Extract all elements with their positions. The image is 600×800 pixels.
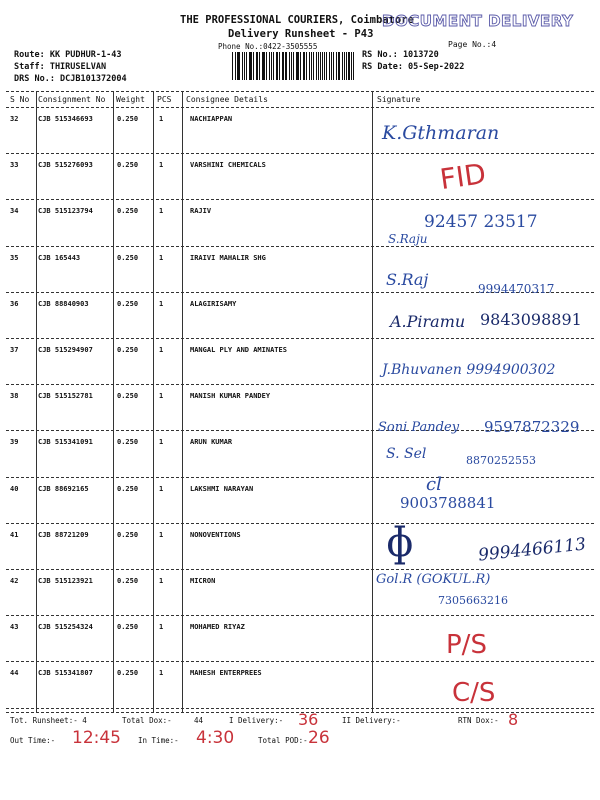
row-weight: 0.250	[117, 161, 139, 170]
tot-runsheet: Tot. Runsheet:- 4	[10, 716, 87, 725]
header-top-rule	[6, 91, 594, 92]
row-sno: 39	[10, 438, 19, 447]
col-divider	[153, 92, 154, 712]
phone-36: 9843098891	[480, 310, 582, 329]
in-time-value: 4:30	[196, 728, 235, 748]
signature-37: J.Bhuvanen 9994900302	[382, 362, 556, 378]
table-row-divider	[6, 708, 594, 709]
row-pcs: 1	[159, 299, 164, 308]
document-delivery-stamp: DOCUMENT DELIVERY	[382, 12, 574, 30]
rs-date: RS Date: 05-Sep-2022	[362, 62, 465, 72]
row-sno: 38	[10, 392, 19, 401]
ii-delivery-label: II Delivery:-	[342, 716, 401, 725]
row-weight: 0.250	[117, 623, 139, 632]
i-delivery-value: 36	[298, 710, 319, 729]
row-consignee: MAHESH ENTERPREES	[190, 669, 262, 678]
row-pcs: 1	[159, 115, 164, 123]
row-weight: 0.250	[117, 577, 139, 585]
table-row-divider	[6, 661, 594, 662]
table-row-divider	[6, 477, 594, 478]
signature-42: Gol.R (GOKUL.R)	[376, 572, 491, 587]
row-pcs: 1	[159, 346, 164, 354]
barcode	[232, 52, 356, 80]
row-consignment-no: CJB 515294907	[38, 346, 93, 354]
row-pcs: 1	[159, 577, 164, 585]
row-weight: 0.250	[117, 438, 139, 447]
row-consignment-no: CJB 515346693	[38, 115, 93, 123]
col-divider	[372, 92, 373, 712]
row-weight: 0.250	[117, 253, 139, 262]
phone-38: 9597872329	[484, 418, 580, 436]
row-pcs: 1	[159, 623, 164, 632]
phone-34: 92457 23517	[424, 212, 538, 232]
total-pod-value: 26	[308, 728, 330, 748]
total-pod-label: Total POD:-	[258, 736, 308, 745]
row-pcs: 1	[159, 161, 164, 170]
row-pcs: 1	[159, 207, 164, 216]
row-weight: 0.250	[117, 346, 139, 354]
row-consignee: RAJIV	[190, 207, 212, 216]
phone-number: Phone No.:0422-3505555	[218, 42, 318, 51]
row-consignment-no: CJB 165443	[38, 253, 81, 262]
table-row-divider	[6, 569, 594, 570]
row-pcs: 1	[159, 438, 164, 447]
company-title: THE PROFESSIONAL COURIERS, Coimbatore	[180, 14, 414, 26]
row-weight: 0.250	[117, 299, 139, 308]
signature-36: A.Piramu	[390, 312, 466, 331]
row-consignment-no: CJB 88840903	[38, 299, 89, 308]
row-weight: 0.250	[117, 207, 139, 216]
row-sno: 40	[10, 484, 19, 493]
row-consignment-no: CJB 515341091	[38, 438, 93, 447]
row-sno: 33	[10, 161, 19, 170]
row-sno: 35	[10, 253, 19, 262]
col-signature: Signature	[377, 95, 421, 104]
row-pcs: 1	[159, 253, 164, 262]
staff: Staff: THIRUSELVAN	[14, 62, 107, 72]
row-consignment-no: CJB 515276093	[38, 161, 93, 170]
note-cs: C/S	[452, 678, 496, 708]
row-consignee: MANISH KUMAR PANDEY	[190, 392, 271, 401]
total-dox-value: 44	[194, 716, 204, 725]
phone-42: 7305663216	[438, 594, 508, 607]
table-row-divider	[6, 199, 594, 200]
row-consignee: MANGAL PLY AND AMINATES	[190, 346, 287, 354]
signature-38: Soni Pandey	[378, 420, 460, 435]
row-consignee: ALAGIRISAMY	[190, 299, 237, 308]
col-sno: S No	[10, 95, 30, 104]
phone-41: 9994466113	[477, 534, 587, 566]
note-ps: P/S	[446, 630, 487, 660]
row-weight: 0.250	[117, 484, 139, 493]
row-sno: 43	[10, 623, 19, 632]
table-row-divider	[6, 246, 594, 247]
row-sno: 44	[10, 669, 19, 678]
rtn-dox-value: 8	[508, 710, 519, 729]
col-divider	[36, 92, 37, 712]
rs-number: RS No.: 1013720	[362, 50, 439, 60]
out-time-label: Out Time:-	[10, 736, 56, 745]
note-fid: FID	[437, 156, 489, 197]
row-consignment-no: CJB 515341807	[38, 669, 93, 678]
row-sno: 41	[10, 530, 19, 539]
table-row-divider	[6, 153, 594, 154]
col-consignment-no: Consignment No	[38, 95, 106, 104]
row-pcs: 1	[159, 392, 164, 401]
row-consignee: IRAIVI MAHALIR SHG	[190, 253, 266, 262]
row-pcs: 1	[159, 530, 164, 539]
table-row-divider	[6, 384, 594, 385]
col-weight: Weight	[116, 95, 145, 104]
row-consignee: NACHIAPPAN	[190, 115, 233, 123]
row-sno: 34	[10, 207, 19, 216]
row-sno: 36	[10, 299, 19, 308]
runsheet-title: Delivery Runsheet - P43	[228, 28, 374, 40]
row-consignment-no: CJB 515123794	[38, 207, 93, 216]
row-consignment-no: CJB 88692165	[38, 484, 89, 493]
signature-34: S.Raju	[388, 232, 428, 246]
table-row-divider	[6, 338, 594, 339]
table-row-divider	[6, 523, 594, 524]
row-pcs: 1	[159, 484, 164, 493]
row-consignee: VARSHINI CHEMICALS	[190, 161, 266, 170]
row-consignment-no: CJB 515254324	[38, 623, 93, 632]
signature-35: S.Raj	[386, 270, 429, 289]
row-weight: 0.250	[117, 392, 139, 401]
rtn-dox-label: RTN Dox:-	[458, 716, 499, 725]
total-dox-label: Total Dox:-	[122, 716, 172, 725]
col-consignee-details: Consignee Details	[186, 95, 268, 104]
phone-40: 9003788841	[400, 494, 496, 512]
col-divider	[113, 92, 114, 712]
row-consignment-no: CJB 515123921	[38, 577, 93, 585]
row-sno: 42	[10, 577, 19, 585]
page-number: Page No.:4	[448, 40, 497, 49]
header-bottom-rule	[6, 107, 594, 108]
row-consignment-no: CJB 515152781	[38, 392, 93, 401]
row-consignee: ARUN KUMAR	[190, 438, 233, 447]
phone-35: 9994470317	[478, 282, 555, 296]
row-consignee: MICRON	[190, 577, 216, 585]
row-consignment-no: CJB 88721209	[38, 530, 89, 539]
table-row-divider	[6, 615, 594, 616]
col-pcs: PCS	[157, 95, 172, 104]
signature-40: cl	[426, 474, 442, 495]
row-consignee: NONOVENTIONS	[190, 530, 241, 539]
i-delivery-label: I Delivery:-	[229, 716, 284, 725]
phone-39: 8870252553	[466, 454, 536, 467]
row-weight: 0.250	[117, 530, 139, 539]
in-time-label: In Time:-	[138, 736, 179, 745]
signature-41-mark: ɸ	[386, 520, 414, 566]
out-time-value: 12:45	[72, 728, 121, 748]
signature-32: K.Gthmaran	[382, 122, 500, 144]
signature-39: S. Sel	[386, 446, 427, 462]
row-weight: 0.250	[117, 669, 139, 678]
col-divider	[182, 92, 183, 712]
row-weight: 0.250	[117, 115, 139, 123]
row-consignee: LAKSHMI NARAYAN	[190, 484, 254, 493]
route: Route: KK PUDHUR-1-43	[14, 50, 122, 60]
row-consignee: MOHAMED RIYAZ	[190, 623, 245, 632]
drs-number: DRS No.: DCJB101372004	[14, 74, 127, 84]
row-pcs: 1	[159, 669, 164, 678]
row-sno: 32	[10, 115, 19, 123]
row-sno: 37	[10, 346, 19, 354]
